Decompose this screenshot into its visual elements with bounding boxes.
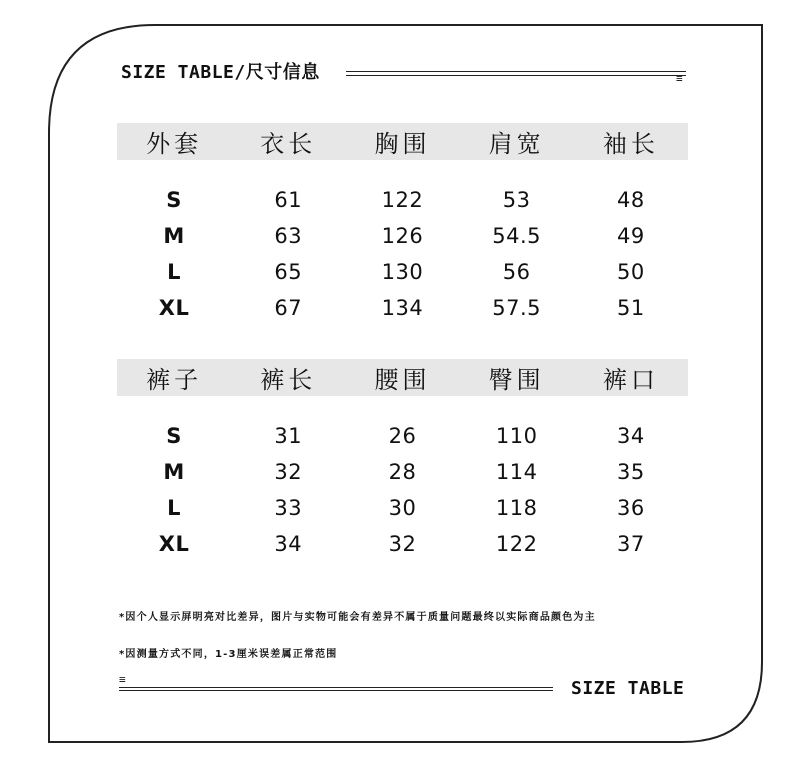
value-cell: 32 — [274, 460, 303, 484]
value-cell: 56 — [502, 260, 531, 284]
size-cell: XL — [158, 296, 190, 320]
table-row — [117, 290, 688, 326]
size-cell: M — [163, 460, 185, 484]
value-cell: 36 — [616, 496, 645, 520]
header-cell: 臀围 — [488, 366, 545, 394]
value-cell: 35 — [616, 460, 645, 484]
value-cell: 32 — [388, 532, 417, 556]
value-cell: 51 — [616, 296, 645, 320]
table-body — [117, 160, 688, 326]
header-cell: 袖长 — [602, 130, 659, 158]
decorative-lines-icon: ≡ — [119, 673, 126, 686]
header-cell: 裤长 — [260, 366, 317, 394]
table-row — [117, 526, 688, 562]
value-cell: 63 — [274, 224, 303, 248]
value-cell: 31 — [274, 424, 303, 448]
value-cell: 110 — [495, 424, 538, 448]
value-cell: 134 — [381, 296, 424, 320]
footer-divider-secondary — [119, 690, 553, 691]
value-cell: 50 — [616, 260, 645, 284]
value-cell: 61 — [274, 188, 303, 212]
footer-title: SIZE TABLE — [571, 678, 685, 699]
value-cell: 34 — [274, 532, 303, 556]
table-body — [117, 396, 688, 562]
size-cell: M — [163, 224, 185, 248]
note-display-difference: *因个人显示屏明亮对比差异，图片与实物可能会有差异不属于质量问题最终以实际商品颜色为主 — [119, 612, 596, 623]
header-cell: 裤口 — [602, 366, 659, 394]
header-divider — [346, 71, 686, 72]
footer-divider — [119, 687, 553, 688]
decorative-lines-icon: ≡ — [676, 72, 683, 85]
value-cell: 34 — [616, 424, 645, 448]
pants-size-table — [117, 359, 688, 562]
header-cell: 腰围 — [374, 366, 431, 394]
size-cell: L — [167, 496, 182, 520]
value-cell: 33 — [274, 496, 303, 520]
size-cell: S — [166, 424, 182, 448]
table-row — [117, 418, 688, 454]
value-cell: 26 — [388, 424, 417, 448]
value-cell: 114 — [495, 460, 538, 484]
size-cell: S — [166, 188, 182, 212]
table-row — [117, 454, 688, 490]
value-cell: 126 — [381, 224, 424, 248]
value-cell: 48 — [616, 188, 645, 212]
value-cell: 49 — [616, 224, 645, 248]
header-cell: 肩宽 — [488, 130, 545, 158]
table-row — [117, 490, 688, 526]
table-header-row — [117, 359, 688, 396]
header-divider-secondary — [346, 75, 686, 76]
value-cell: 122 — [495, 532, 538, 556]
table-header-row — [117, 123, 688, 160]
value-cell: 122 — [381, 188, 424, 212]
note-measurement-tolerance: *因测量方式不同，1-3厘米误差属正常范围 — [119, 649, 338, 660]
value-cell: 53 — [502, 188, 531, 212]
jacket-size-table — [117, 123, 688, 326]
value-cell: 37 — [616, 532, 645, 556]
header-cell: 衣长 — [260, 130, 317, 158]
value-cell: 30 — [388, 496, 417, 520]
table-row — [117, 218, 688, 254]
header-cell: 裤子 — [146, 366, 203, 394]
size-cell: XL — [158, 532, 190, 556]
size-cell: L — [167, 260, 182, 284]
value-cell: 130 — [381, 260, 424, 284]
page-title: SIZE TABLE/尺寸信息 — [121, 62, 320, 83]
header-cell: 胸围 — [374, 130, 431, 158]
value-cell: 118 — [495, 496, 538, 520]
value-cell: 54.5 — [492, 224, 542, 248]
value-cell: 57.5 — [492, 296, 542, 320]
table-row — [117, 182, 688, 218]
value-cell: 28 — [388, 460, 417, 484]
value-cell: 65 — [274, 260, 303, 284]
table-row — [117, 254, 688, 290]
header-cell: 外套 — [146, 130, 203, 158]
value-cell: 67 — [274, 296, 303, 320]
